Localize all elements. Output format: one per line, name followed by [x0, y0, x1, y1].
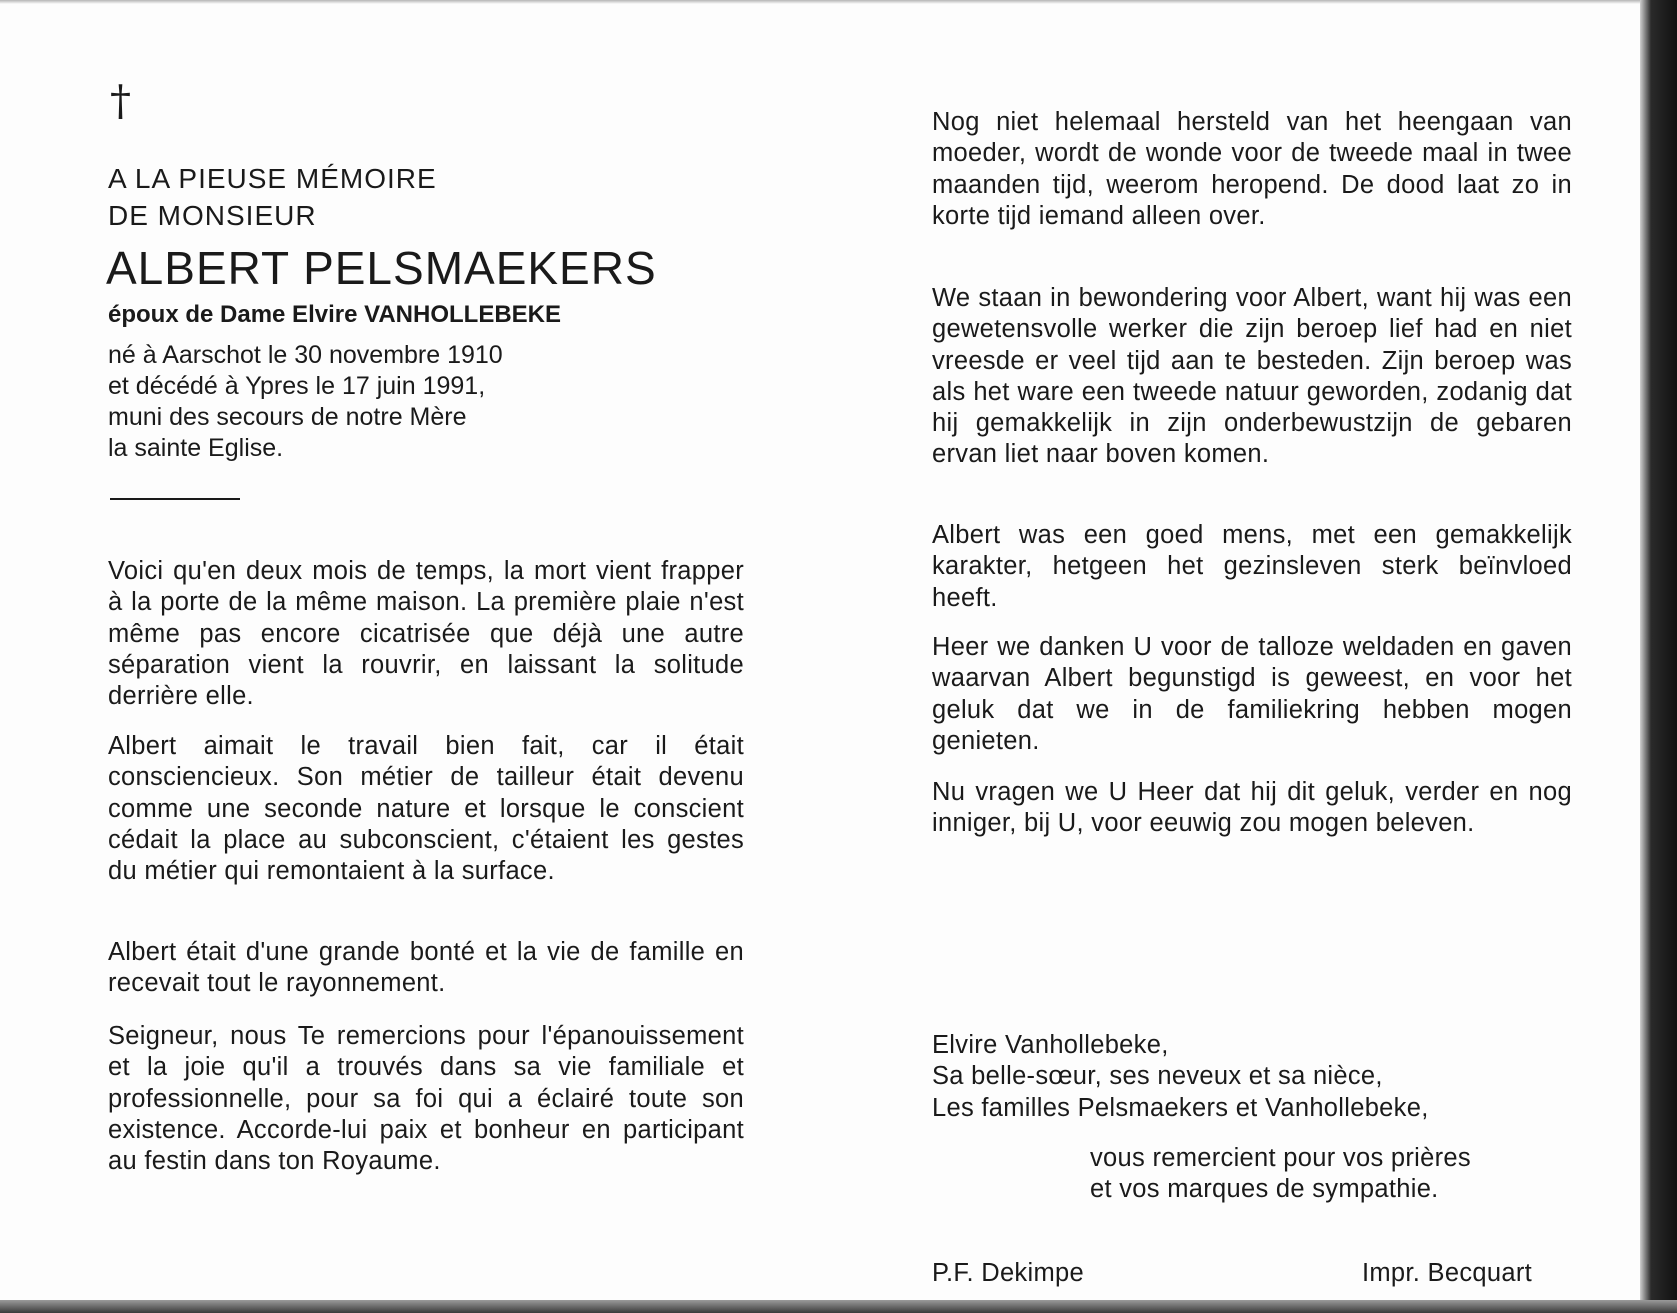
french-paragraph-1: Voici qu'en deux mois de temps, la mort vient frapper à la porte de la même maison. La première plaie n'est même pas encore cicatrisée que déjà une autre séparation vient la rouvrir, en laissant la solitude derrière elle.	[108, 557, 744, 711]
dutch-paragraph-3: Albert was een goed mens, met een gemakkelijk karakter, hetgeen het gezinsleven sterk beïnvloed heeft.	[932, 521, 1572, 612]
french-paragraph-3: Albert était d'une grande bonté et la vie de famille en recevait tout le rayonnement.	[108, 938, 744, 998]
thanks-note	[1090, 1143, 1471, 1206]
scan-border-right	[1640, 0, 1677, 1313]
card-top-edge	[0, 0, 1640, 4]
printer-right: Impr. Becquart	[1361, 1259, 1532, 1287]
memorial-heading-line-2: DE MONSIEUR	[108, 200, 317, 231]
thanks-line-2: et vos marques de sympathie.	[1090, 1175, 1439, 1204]
separator-rule	[110, 498, 240, 500]
dutch-paragraph-2: We staan in bewondering voor Albert, want hij was een gewetensvolle werker die zijn beroep lief had en niet vreesde er veel tijd aan te besteden. Zijn beroep was als het ware een tweede natuur geworden, zodanig dat hij gemakkelijk in zijn onderbewustzijn de gebaren ervan liet naar boven komen.	[932, 284, 1572, 469]
deceased-name: ALBERT PELSMAEKERS	[106, 242, 657, 294]
dutch-paragraph-4: Heer we danken U voor de talloze weldaden en gaven waarvan Albert begunstigd is geweest, en voor het geluk dat we in de familiekring hebben mogen genieten.	[932, 633, 1572, 755]
thanks-line-1: vous remercient pour vos prières	[1090, 1144, 1471, 1172]
signatory-line-2: Sa belle-sœur, ses neveux et sa nièce,	[932, 1062, 1383, 1091]
scan-border-bottom	[0, 1300, 1677, 1313]
dutch-paragraph-1: Nog niet helemaal hersteld van het heengaan van moeder, wordt de wonde voor de tweede maal in twee maanden tijd, weerom heropend. De dood laat zo in korte tijd iemand alleen over.	[932, 108, 1572, 230]
cross-symbol: †	[110, 76, 131, 125]
french-paragraph-2: Albert aimait le travail bien fait, car il était consciencieux. Son métier de tailleur était devenu comme une seconde nature et lorsque le conscient cédait la place au subconscient, c'étaient les gestes du métier qui remontaient à la surface.	[108, 732, 744, 886]
signatory-line-1: Elvire Vanhollebeke,	[932, 1031, 1169, 1059]
birth-line-2: et décédé à Ypres le 17 juin 1991,	[108, 372, 486, 400]
signatory-line-3: Les familles Pelsmaekers et Vanhollebeke,	[932, 1093, 1429, 1122]
memorial-heading	[108, 160, 437, 234]
printer-left: P.F. Dekimpe	[932, 1259, 1084, 1287]
french-paragraph-4: Seigneur, nous Te remercions pour l'épanouissement et la joie qu'il a trouvés dans sa vie familiale et professionnelle, pour sa foi qui a éclairé toute son existence. Accorde-lui paix et bonheur en participant au festin dans ton Royaume.	[108, 1022, 744, 1176]
birth-line-1: né à Aarschot le 30 novembre 1910	[108, 341, 503, 369]
spouse-line: époux de Dame Elvire VANHOLLEBEKE	[108, 301, 561, 328]
dutch-paragraph-5: Nu vragen we U Heer dat hij dit geluk, verder en nog inniger, bij U, voor eeuwig zou mogen beleven.	[932, 778, 1572, 838]
memorial-heading-line-1: A LA PIEUSE MÉMOIRE	[108, 163, 437, 194]
birth-death-info	[108, 340, 628, 464]
signatories	[932, 1030, 1429, 1124]
birth-line-3: muni des secours de notre Mère	[108, 403, 467, 431]
birth-line-4: la sainte Eglise.	[108, 434, 284, 462]
